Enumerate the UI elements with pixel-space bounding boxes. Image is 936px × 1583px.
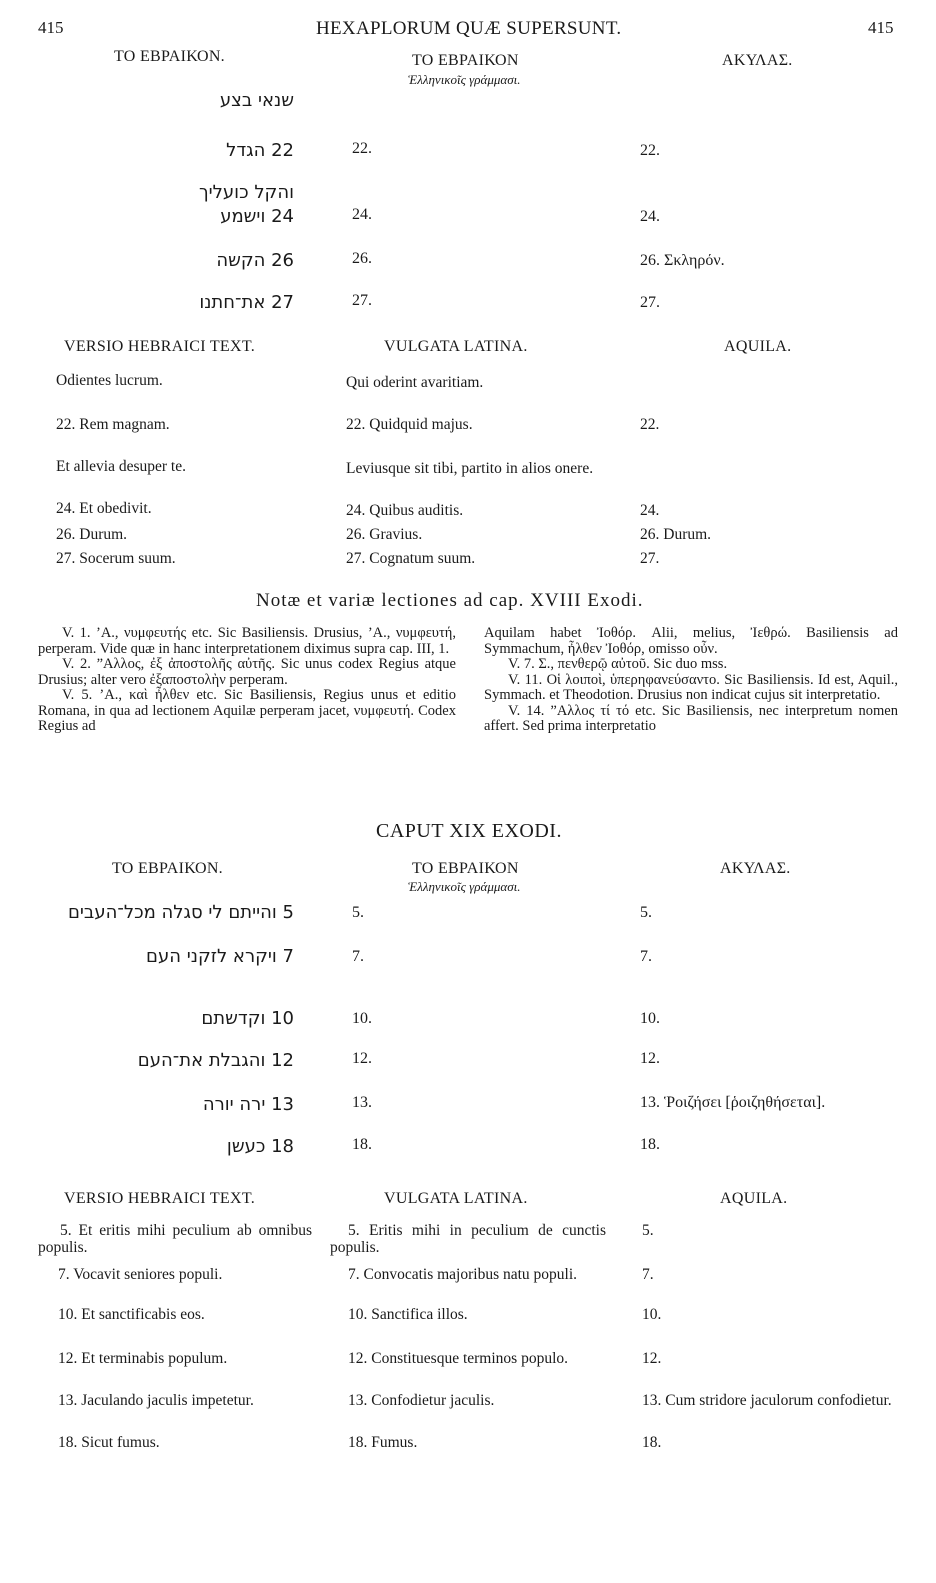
header-translit-sub: Ἑλληνικοῖς γράμμασι. xyxy=(408,879,521,894)
vulgata-cell: Leviusque sit tibi, partito in alios onere. xyxy=(346,460,594,477)
aquila-latin-cell: 12. xyxy=(642,1350,662,1367)
translit-cell: 5. xyxy=(352,904,364,921)
vulgata-cell: 22. Quidquid majus. xyxy=(346,416,473,433)
header-versio: VERSIO HEBRAICI TEXT. xyxy=(64,338,256,355)
versio-cell: 26. Durum. xyxy=(56,526,128,543)
hebrew-row: 18 כעשן xyxy=(226,1136,294,1157)
aquila-latin-cell: 7. xyxy=(642,1266,654,1283)
running-title: HEXAPLORUM QUÆ SUPERSUNT. xyxy=(316,18,622,39)
header-aquila-latin: AQUILA. xyxy=(720,1190,788,1207)
hebrew-row: 10 וקדשתם xyxy=(201,1008,294,1029)
aquila-latin-cell: 26. Durum. xyxy=(640,526,712,543)
notes-right-column xyxy=(484,626,898,735)
versio-cell: 22. Rem magnam. xyxy=(56,416,170,433)
versio-cell: 27. Socerum suum. xyxy=(56,550,176,567)
aquila-latin-cell: 27. xyxy=(640,550,660,567)
header-versio: VERSIO HEBRAICI TEXT. xyxy=(64,1190,256,1207)
vulgata-cell: 10. Sanctifica illos. xyxy=(348,1306,468,1323)
versio-cell: 5. Et eritis mihi peculium ab omnibus populis. xyxy=(38,1222,312,1256)
header-translit: ΤΟ ΕΒΡΑΙΚΟΝ xyxy=(412,860,519,877)
hebrew-row: 24 וישמע xyxy=(220,206,294,227)
aquila-cell: 13. Ῥοιζήσει [ῥοιζηθήσεται]. xyxy=(640,1094,826,1111)
vulgata-cell: 24. Quibus auditis. xyxy=(346,502,464,519)
aquila-latin-cell: 18. xyxy=(642,1434,662,1451)
vulgata-cell: Qui oderint avaritiam. xyxy=(346,374,484,391)
header-aquila: ΑΚΥΛΑΣ. xyxy=(722,52,793,69)
hebrew-row: והקל כועליך xyxy=(198,182,294,203)
versio-cell: 10. Et sanctificabis eos. xyxy=(58,1306,205,1323)
aquila-cell: 10. xyxy=(640,1010,660,1027)
header-vulgata: VULGATA LATINA. xyxy=(384,1190,528,1207)
versio-cell: 12. Et terminabis populum. xyxy=(58,1350,228,1367)
aquila-cell: 27. xyxy=(640,294,660,311)
header-vulgata: VULGATA LATINA. xyxy=(384,338,528,355)
notes-title: Notæ et variæ lectiones ad cap. XVIII Exodi. xyxy=(256,590,644,611)
versio-cell: 13. Jaculando jaculis impetetur. xyxy=(58,1392,254,1409)
chapter-title: CAPUT XIX EXODI. xyxy=(376,820,562,842)
note-paragraph: Aquilam habet Ἰοθόρ. Alii, melius, Ἰεθρώ. Basiliensis ad Symmachum, ἦλθεν Ἰοθόρ, omisso οὖν. xyxy=(484,625,898,657)
hebrew-row: 26 הקשה xyxy=(216,250,294,271)
aquila-latin-cell: 10. xyxy=(642,1306,662,1323)
note-paragraph: V. 5. ’Α., καὶ ἦλθεν etc. Sic Basiliensis, Regius unus et editio Romana, in qua ad lectionem Aquilæ perperam jacet, νυμφευτή. Codex Regius ad xyxy=(38,687,456,734)
aquila-cell: 5. xyxy=(640,904,652,921)
translit-cell: 27. xyxy=(352,292,372,309)
hebrew-row: 22 הגדל xyxy=(226,140,294,161)
aquila-latin-cell: 22. xyxy=(640,416,660,433)
note-paragraph: V. 7. Σ., πενθερῷ αὐτοῦ. Sic duo mss. xyxy=(508,656,728,672)
aquila-latin-cell: 5. xyxy=(642,1222,654,1239)
header-aquila-latin: AQUILA. xyxy=(724,338,792,355)
aquila-cell: 12. xyxy=(640,1050,660,1067)
versio-cell: 7. Vocavit seniores populi. xyxy=(58,1266,223,1283)
header-translit-sub: Ἑλληνικοῖς γράμμασι. xyxy=(408,72,521,87)
vulgata-cell: 27. Cognatum suum. xyxy=(346,550,476,567)
aquila-latin-cell: 24. xyxy=(640,502,660,519)
note-paragraph: V. 14. ”Αλλος τί τό etc. Sic Basiliensis, nec interpretum nomen affert. Sed prima interpretatio xyxy=(484,702,898,734)
vulgata-cell: 18. Fumus. xyxy=(348,1434,418,1451)
note-paragraph: V. 11. Οἱ λοιποὶ, ὑπερηφανεύσαντο. Sic Basiliensis. Id est, Aquil., Symmach. et Theodotion. Drusius non indicat cujus sit interpretatio. xyxy=(484,671,898,703)
aquila-cell: 7. xyxy=(640,948,652,965)
aquila-latin-cell: 13. Cum stridore jaculorum confodietur. xyxy=(642,1392,892,1409)
hebrew-row: 27 את־חתנו xyxy=(199,292,294,313)
hebrew-row: שנאי בצע xyxy=(219,90,294,111)
note-paragraph: V. 1. ’Α., νυμφευτής etc. Sic Basiliensis. Drusius, ’Α., νυμφευτή, perperam. Vide quæ in hanc interpretationem diximus supra cap. III, 1. xyxy=(38,625,456,657)
notes-left-column xyxy=(38,626,456,735)
page-number-left: 415 xyxy=(38,18,64,37)
vulgata-cell: 13. Confodietur jaculis. xyxy=(348,1392,495,1409)
versio-cell: 18. Sicut fumus. xyxy=(58,1434,160,1451)
vulgata-cell: 12. Constituesque terminos populo. xyxy=(348,1350,569,1367)
aquila-cell: 18. xyxy=(640,1136,660,1153)
translit-cell: 12. xyxy=(352,1050,372,1067)
header-aquila: ΑΚΥΛΑΣ. xyxy=(720,860,791,877)
aquila-cell: 24. xyxy=(640,208,660,225)
hebrew-row: 5 והייתם לי סגלה מכל־העבים xyxy=(67,902,294,923)
vulgata-cell: 26. Gravius. xyxy=(346,526,423,543)
translit-cell: 24. xyxy=(352,206,372,223)
aquila-cell: 22. xyxy=(640,142,660,159)
hebrew-row: 13 ירה יורה xyxy=(202,1094,294,1115)
translit-cell: 13. xyxy=(352,1094,372,1111)
header-translit: ΤΟ ΕΒΡΑΙΚΟΝ xyxy=(412,52,519,69)
header-hebrew: ΤΟ ΕΒΡΑΙΚΟΝ. xyxy=(114,48,225,65)
header-hebrew: ΤΟ ΕΒΡΑΙΚΟΝ. xyxy=(112,860,223,877)
translit-cell: 7. xyxy=(352,948,364,965)
note-paragraph: V. 2. ”Αλλος, ἐξ ἀποστολῆς αὐτῆς. Sic unus codex Regius atque Drusius; alter vero ἐξαποστολὴν perperam. xyxy=(38,656,456,688)
aquila-cell: 26. Σκληρόν. xyxy=(640,252,725,269)
translit-cell: 10. xyxy=(352,1010,372,1027)
hebrew-row: 7 ויקרא לזקני העם xyxy=(146,946,294,967)
vulgata-cell: 5. Eritis mihi in peculium de cunctis populis. xyxy=(330,1222,606,1256)
vulgata-cell: 7. Convocatis majoribus natu populi. xyxy=(348,1266,578,1283)
versio-cell: Et allevia desuper te. xyxy=(56,458,186,475)
page-number-right: 415 xyxy=(868,18,894,37)
hebrew-row: 12 והגבלת את־העם xyxy=(137,1050,294,1071)
translit-cell: 26. xyxy=(352,250,372,267)
versio-cell: Odientes lucrum. xyxy=(56,372,163,389)
translit-cell: 22. xyxy=(352,140,372,157)
translit-cell: 18. xyxy=(352,1136,372,1153)
versio-cell: 24. Et obedivit. xyxy=(56,500,152,517)
